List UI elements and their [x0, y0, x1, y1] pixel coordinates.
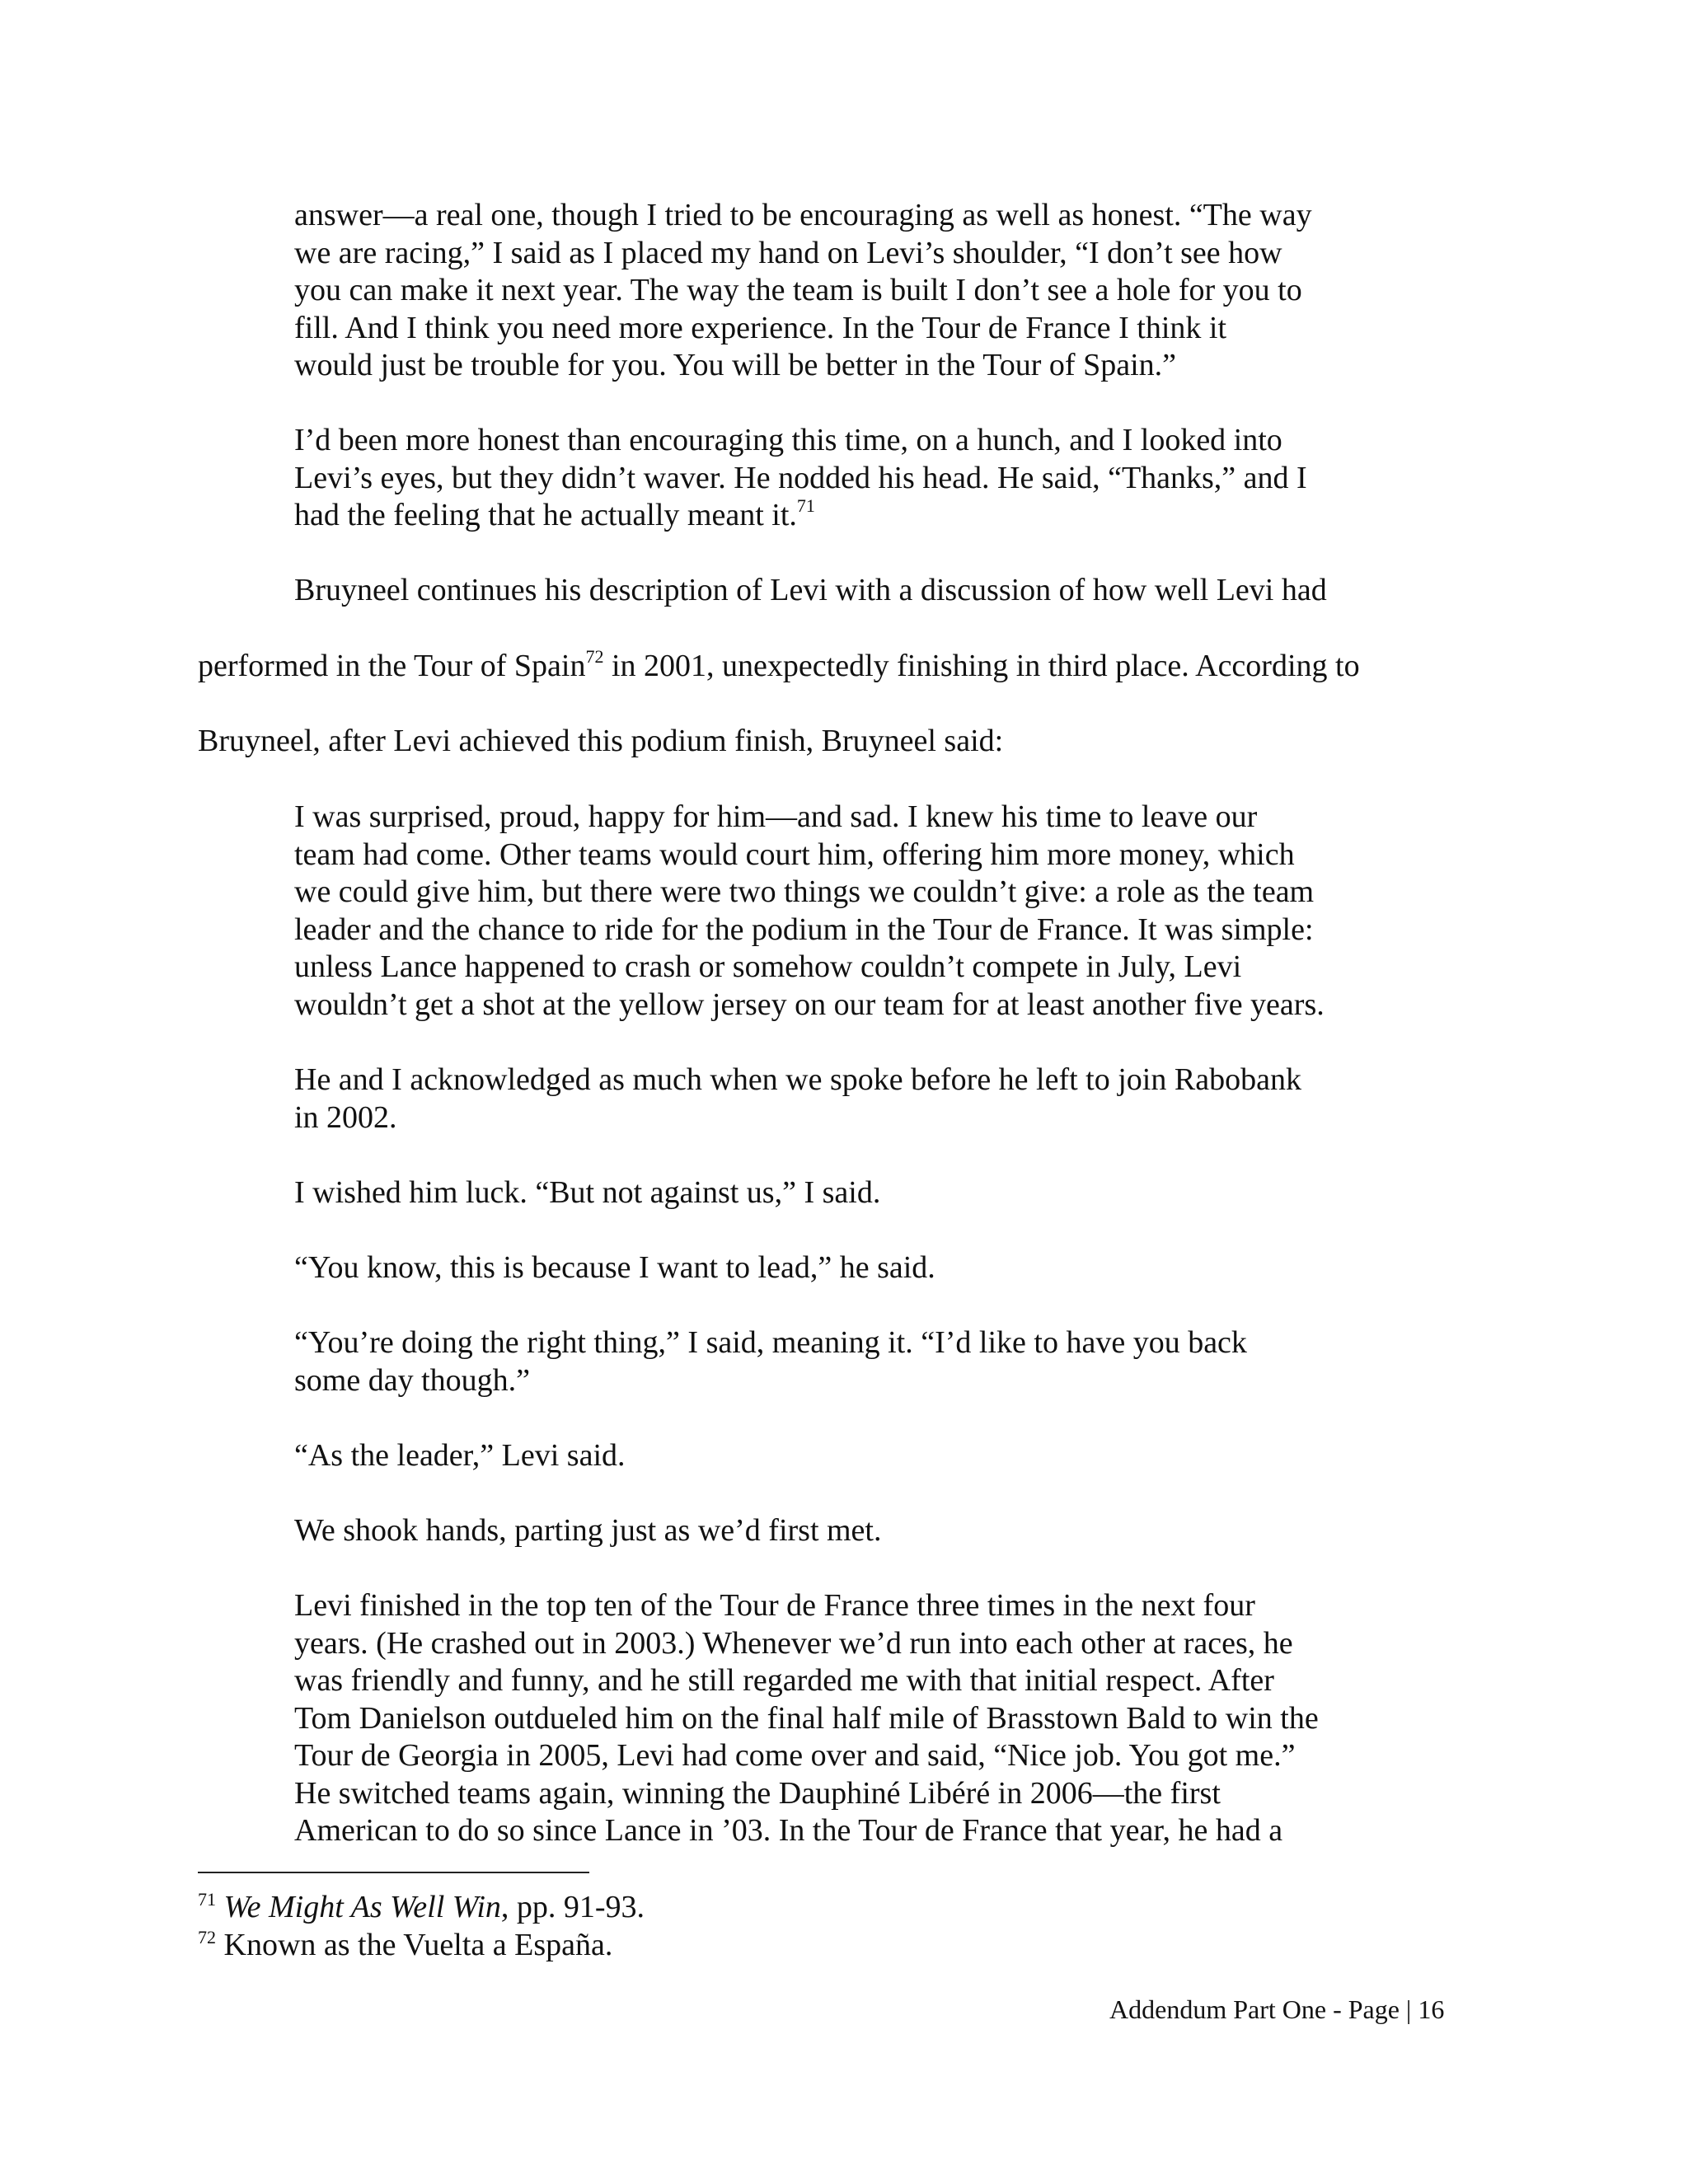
quote-line: team had come. Other teams would court him, offering him more money, which: [294, 837, 1295, 872]
quote-line: answer—a real one, though I tried to be encouraging as well as honest. “The way: [294, 198, 1312, 232]
footnote-ref-72[interactable]: 72: [585, 646, 604, 667]
quote-line: I’d been more honest than encouraging this time, on a hunch, and I looked into: [294, 423, 1282, 457]
footnote-book-title: We Might As Well Win: [223, 1890, 501, 1924]
quote-line: years. (He crashed out in 2003.) Whenever we’d run into each other at races, he: [294, 1625, 1293, 1661]
quote-line: unless Lance happened to crash or somehow couldn’t compete in July, Levi: [294, 949, 1242, 984]
block-quote-1: [294, 197, 1432, 385]
quote-line: Tom Danielson outdueled him on the final half mile of Brasstown Bald to win the: [294, 1700, 1319, 1736]
quote-line: would just be trouble for you. You will be better in the Tour of Spain.”: [294, 348, 1177, 382]
quote-line: wouldn’t get a shot at the yellow jersey on our team for at least another five years.: [294, 987, 1325, 1022]
quote-line: was friendly and funny, and he still regarded me with that initial respect. After: [294, 1663, 1274, 1698]
quote-line: He and I acknowledged as much when we spoke before he left to join Rabobank: [294, 1062, 1301, 1097]
quote-line: you can make it next year. The way the team is built I don’t see a hole for you to: [294, 273, 1302, 307]
quote-line: “You know, this is because I want to lead,” he said.: [294, 1250, 935, 1285]
quote-line: We shook hands, parting just as we’d first met.: [294, 1513, 882, 1548]
footnote-number: 72: [198, 1927, 216, 1947]
block-quote-5: [294, 1174, 1432, 1212]
quote-line: “You’re doing the right thing,” I said, meaning it. “I’d like to have you back: [294, 1325, 1247, 1360]
quote-line: leader and the chance to ride for the podium in the Tour de France. It was simple:: [294, 912, 1314, 947]
block-quote-4: [294, 1062, 1432, 1137]
quote-line: Tour de Georgia in 2005, Levi had come over and said, “Nice job. You got me.”: [294, 1738, 1296, 1773]
body-line-3: Bruyneel, after Levi achieved this podium finish, Bruyneel said:: [198, 724, 1004, 758]
block-quote-6: [294, 1249, 1432, 1287]
quote-line: in 2002.: [294, 1099, 397, 1135]
footnote-number: 71: [198, 1889, 216, 1910]
quote-line: some day though.”: [294, 1362, 531, 1398]
footnote-ref-71[interactable]: 71: [796, 495, 815, 516]
quote-line: we could give him, but there were two things we couldn’t give: a role as the team: [294, 874, 1315, 909]
quote-line: we are racing,” I said as I placed my hand on Levi’s shoulder, “I don’t see how: [294, 235, 1282, 270]
footnote-separator: [198, 1872, 589, 1873]
body-line-2: [198, 648, 1360, 684]
footnote-text: Known as the Vuelta a España.: [216, 1928, 613, 1962]
page-footer: Addendum Part One - Page | 16: [1109, 1994, 1445, 2024]
block-quote-7: [294, 1324, 1432, 1399]
block-quote-9: [294, 1512, 1432, 1550]
quote-text: had the feeling that he actually meant it.: [294, 498, 797, 532]
quote-line: “As the leader,” Levi said.: [294, 1438, 626, 1473]
body-text: performed in the Tour of Spain: [198, 649, 586, 683]
quote-line: [294, 497, 1432, 535]
block-quote-10: [294, 1587, 1432, 1850]
quote-line: Levi finished in the top ten of the Tour de France three times in the next four: [294, 1588, 1255, 1623]
footnote-71: [198, 1889, 645, 1925]
body-text: in 2001, unexpectedly finishing in third place. According to: [603, 649, 1360, 683]
quote-line: fill. And I think you need more experience. In the Tour de France I think it: [294, 310, 1227, 345]
quote-line: He switched teams again, winning the Dauphiné Libéré in 2006—the first: [294, 1775, 1221, 1811]
quote-line: Levi’s eyes, but they didn’t waver. He nodded his head. He said, “Thanks,” and I: [294, 460, 1307, 495]
block-quote-8: [294, 1437, 1432, 1475]
quote-line: I was surprised, proud, happy for him—and sad. I knew his time to leave our: [294, 799, 1258, 834]
footnote-72: [198, 1927, 612, 1963]
block-quote-3: [294, 799, 1432, 1024]
footnote-text: , pp. 91-93.: [500, 1890, 645, 1924]
body-line-1: Bruyneel continues his description of Levi with a discussion of how well Levi had: [294, 573, 1327, 607]
block-quote-2: [294, 422, 1432, 535]
quote-line: American to do so since Lance in ’03. In the Tour de France that year, he had a: [294, 1813, 1283, 1848]
footnote-space: [216, 1890, 224, 1924]
quote-line: I wished him luck. “But not against us,” I said.: [294, 1175, 881, 1210]
